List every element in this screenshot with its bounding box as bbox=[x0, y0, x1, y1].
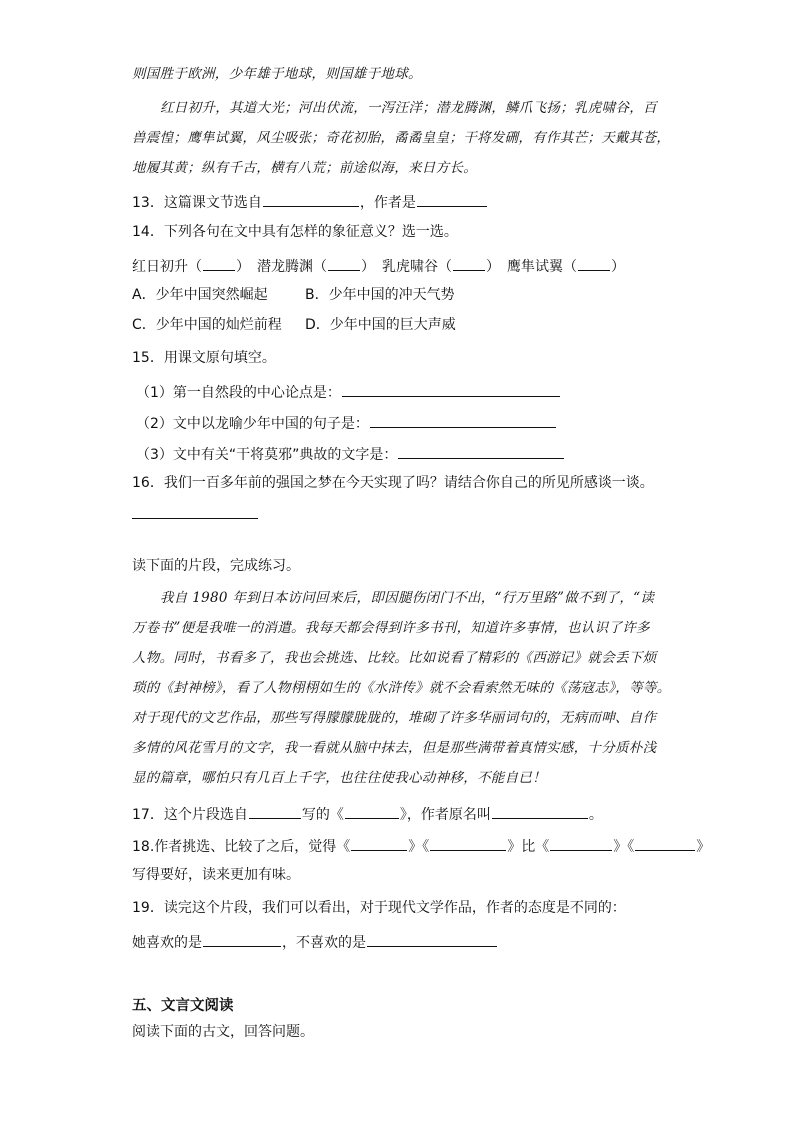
q19-blank-1[interactable] bbox=[203, 930, 281, 947]
q17-text-d: 。 bbox=[588, 807, 603, 823]
question-15-stem: 15．用课文原句填空。 bbox=[132, 350, 276, 366]
q18-line-2: 写得要好，读来更加有味。 bbox=[132, 867, 300, 883]
question-14-items bbox=[132, 254, 625, 277]
q15-sub-3 bbox=[136, 442, 565, 465]
question-17 bbox=[132, 802, 603, 825]
question-18 bbox=[132, 834, 710, 857]
q15-blank-1[interactable] bbox=[342, 380, 560, 397]
q14-item-3: ） 乳虎啸谷（ bbox=[361, 259, 452, 275]
q14-item-2: ） 潜龙腾渊（ bbox=[236, 259, 327, 275]
q15-sub-2-text: （2）文中以龙喻少年中国的句子是： bbox=[136, 416, 369, 432]
q14-option-d: D．少年中国的巨大声威 bbox=[305, 317, 456, 333]
reading2-line-6: 多情的风花雪月的文字，我一看就从脑中抹去，但是那些满带着真情实感，十分质朴浅 bbox=[132, 740, 657, 756]
q15-blank-3[interactable] bbox=[398, 442, 564, 459]
q17-blank-2[interactable] bbox=[345, 802, 399, 819]
section-5-intro: 阅读下面的古文，回答问题。 bbox=[132, 1024, 314, 1040]
q15-blank-2[interactable] bbox=[370, 411, 556, 428]
q14-item-close: ） bbox=[611, 259, 625, 275]
reading2-line-4: 琐的《封神榜》，看了人物栩栩如生的《水浒传》就不会看索然无味的《荡寇志》，等等。 bbox=[132, 680, 671, 696]
section-5-title: 五、文言文阅读 bbox=[132, 998, 234, 1014]
q14-item-4: ） 鹰隼试翼（ bbox=[486, 259, 577, 275]
q14-blank-3[interactable] bbox=[453, 254, 485, 271]
q18-text-d: 》《 bbox=[613, 839, 635, 855]
question-16-stem: 16．我们一百多年前的强国之梦在今天实现了吗？请结合你自己的所见所感谈一谈。 bbox=[132, 475, 654, 491]
reading2-line-7: 显的篇章，哪怕只有几百上千字，也往往使我心动神移，不能自已！ bbox=[132, 770, 546, 786]
q14-option-b: B．少年中国的冲天气势 bbox=[305, 287, 455, 303]
q18-blank-1[interactable] bbox=[351, 834, 407, 851]
reading2-line-1: 我自 1980 年到日本访问回来后，即因腿伤闭门不出，“行万里路”做不到了，“读 bbox=[160, 590, 655, 606]
q13-blank-author[interactable] bbox=[417, 190, 487, 207]
q13-text-a: 13．这篇课文节选自 bbox=[132, 195, 262, 211]
q18-blank-3[interactable] bbox=[550, 834, 612, 851]
q14-blank-4[interactable] bbox=[578, 254, 610, 271]
q18-text-a: 18.作者挑选、比较了之后，觉得《 bbox=[132, 839, 351, 855]
q14-option-a: A．少年中国突然崛起 bbox=[132, 287, 268, 303]
question-14-stem: 14．下列各句在文中具有怎样的象征意义？选一选。 bbox=[132, 224, 458, 240]
q18-text-c: 》比《 bbox=[507, 839, 550, 855]
reading2-line-2: 万卷书”便是我唯一的消遣。我每天都会得到许多书刊，知道许多事情，也认识了许多 bbox=[132, 620, 650, 636]
q14-option-c: C．少年中国的灿烂前程 bbox=[132, 317, 282, 333]
passage1-line-2: 红日初升，其道大光；河出伏流，一泻汪洋；潜龙腾渊，鳞爪飞扬；乳虎啸谷，百 bbox=[160, 100, 657, 116]
q18-text-e: 》 bbox=[696, 839, 711, 855]
q14-blank-2[interactable] bbox=[328, 254, 360, 271]
question-13 bbox=[132, 190, 488, 213]
q16-answer-line[interactable] bbox=[132, 518, 258, 519]
q14-blank-1[interactable] bbox=[203, 254, 235, 271]
q19-answers bbox=[132, 930, 498, 953]
reading2-line-5: 对于现代的文艺作品，那些写得朦朦胧胧的，堆砌了许多华丽词句的，无病而呻、自作 bbox=[132, 710, 657, 726]
q13-text-b: ，作者是 bbox=[359, 195, 416, 211]
q19-text-b: ，不喜欢的是 bbox=[282, 935, 366, 951]
q17-blank-3[interactable] bbox=[492, 802, 588, 819]
passage1-line-4: 地履其黄；纵有千古，横有八荒；前途似海，来日方长。 bbox=[132, 160, 477, 176]
q18-text-b: 》《 bbox=[408, 839, 430, 855]
q19-text-a: 她喜欢的是 bbox=[132, 935, 202, 951]
question-19-stem: 19．读完这个片段，我们可以看出，对于现代文学作品，作者的态度是不同的： bbox=[132, 900, 626, 916]
q17-text-b: 写的《 bbox=[301, 807, 344, 823]
q18-blank-2[interactable] bbox=[430, 834, 506, 851]
q15-sub-1-text: （1）第一自然段的中心论点是： bbox=[136, 385, 341, 401]
q15-sub-1 bbox=[136, 380, 561, 403]
q17-text-c: 》，作者原名叫 bbox=[399, 807, 491, 823]
reading2-intro: 读下面的片段，完成练习。 bbox=[132, 558, 300, 574]
q15-sub-2 bbox=[136, 411, 557, 434]
q17-blank-1[interactable] bbox=[249, 802, 301, 819]
reading2-line-3: 人物。同时，书看多了，我也会挑选、比较。比如说看了精彩的《西游记》就会丢下烦 bbox=[132, 650, 657, 666]
passage1-line-3: 兽震惶；鹰隼试翼，风尘吸张；奇花初胎，矞矞皇皇；干将发硎，有作其芒；天戴其苍， bbox=[132, 130, 671, 146]
q15-sub-3-text: （3）文中有关“干将莫邪”典故的文字是： bbox=[136, 447, 398, 463]
q14-item-1: 红日初升（ bbox=[132, 259, 202, 275]
passage1-line-1: 则国胜于欧洲，少年雄于地球，则国雄于地球。 bbox=[132, 66, 422, 82]
q17-text-a: 17．这个片段选自 bbox=[132, 807, 248, 823]
q13-blank-source[interactable] bbox=[263, 190, 359, 207]
q18-blank-4[interactable] bbox=[635, 834, 695, 851]
q19-blank-2[interactable] bbox=[367, 930, 497, 947]
